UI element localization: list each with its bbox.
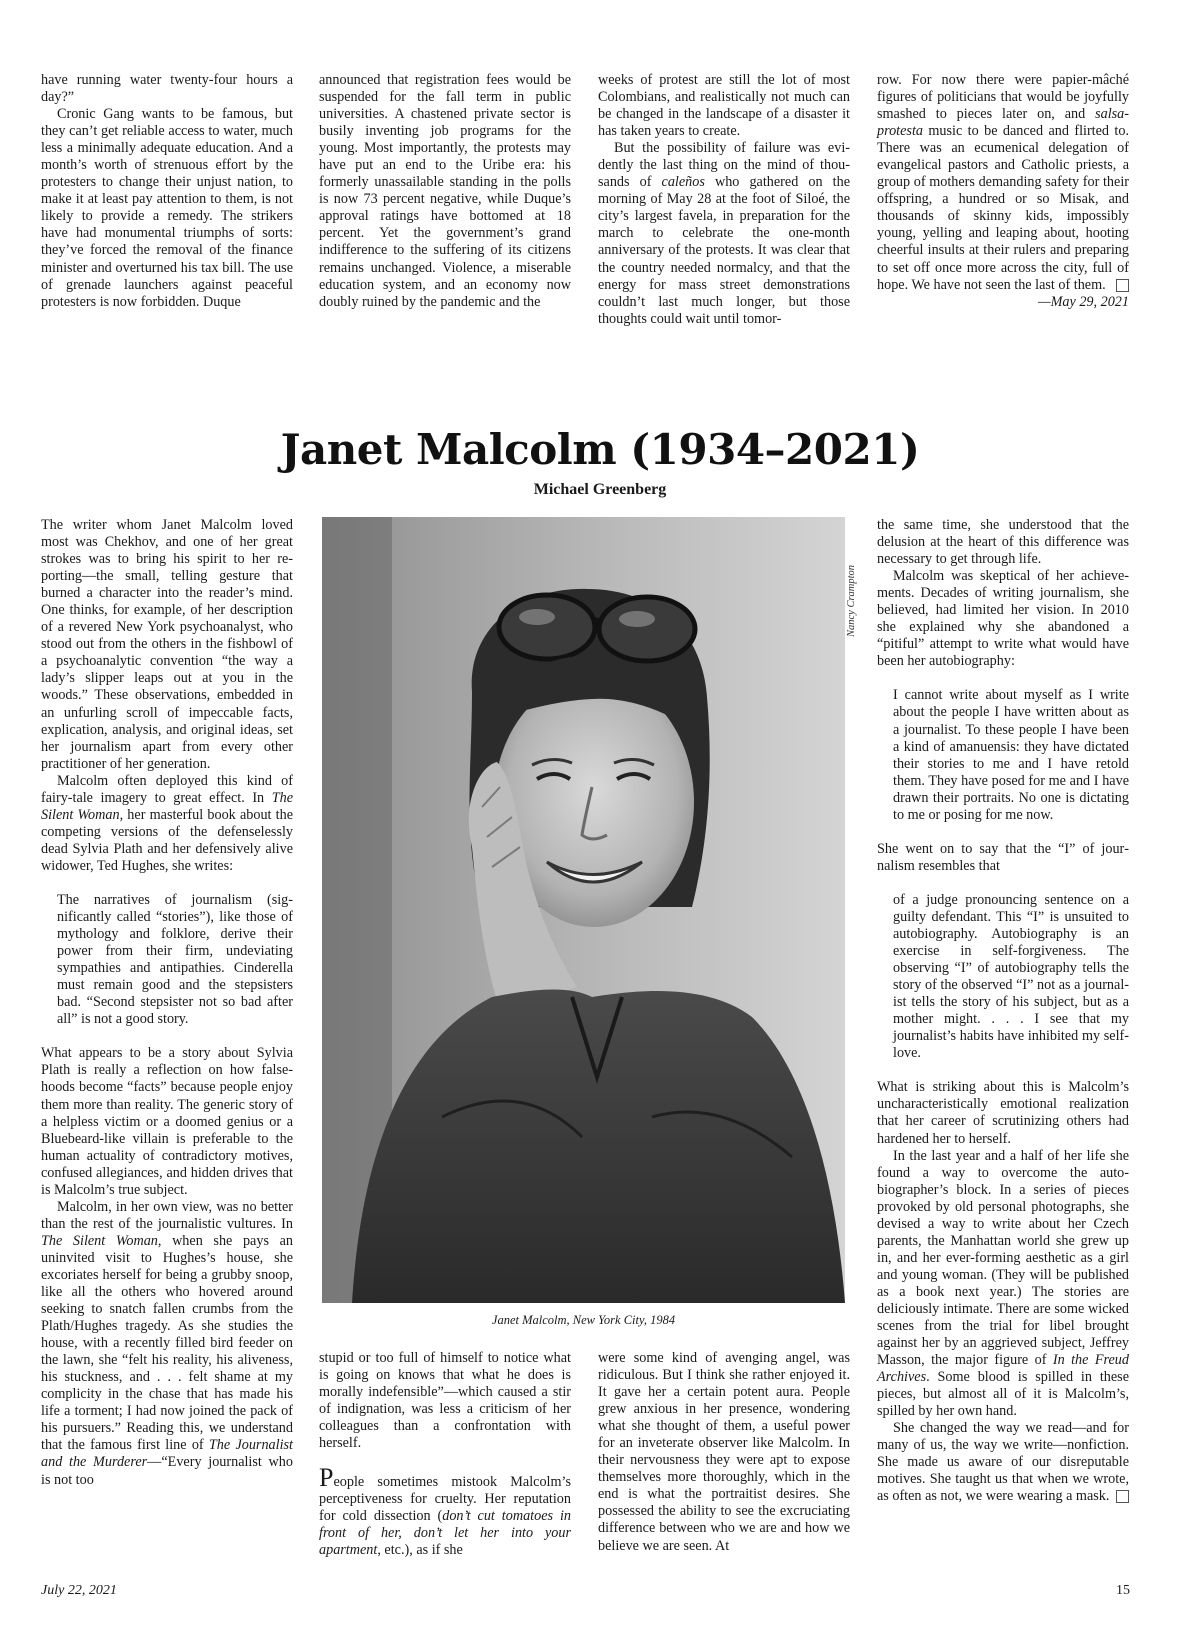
page-number: 15 [1116,1583,1130,1598]
footer-date: July 22, 2021 [41,1583,117,1598]
photo-caption: Janet Malcolm, New York City, 1984 [491,1313,676,1327]
paragraph: In the last year and a half of her life she found a way to overcome the autobiographer’s block. In a series of pieces provoked by old personal photographs, she devised a way to write about her Czech parents, the Manhattan world she grew up in, and her ever-forming aesthetic as a girl and young woman. (They will be published as a book next year.) The stories are deliciously intimate. There are some wicked scenes from the trial for libel brought against her by an aggrieved subject, Jeffrey Masson, the major figure of In the Freud Archives. Some blood is spilled in these pieces, but almost all of it is Malcolm’s, spilled by her own hand. [877,1147,1129,1420]
top-article-column-2 [319,72,571,311]
paragraph: Cronic Gang wants to be famous, but they can’t get reliable access to water, much less a minimally adequate education. And a month’s worth of strenuous effort by the protesters to change their unjust nation, to make it at least pay attention to them, is not likely to provide a remedy. The strikers have had monumental triumphs of sorts: they’ve forced the removal of the finance minister and overturned his tax bill. The use of grenade launchers against peaceful protesters is now forbidden. Duque [41,106,293,310]
photo-credit: Nancy Crampton [846,564,857,637]
paragraph: stupid or too full of himself to notice what is going on knows that what he does is morally indefensible”—which caused a stir of indignation, was less a criticism of her colleagues than a confrontation with herself. [319,1350,571,1452]
block-quote: The narratives of journalism (significantly called “stories”), like those of mythology and folklore, derive their power from their firm, undeviating sympathies and antipathies. Cinderella must remain good and the stepsisters bad. “Second stepsister not so bad after all” is not a good story. [57,891,293,1028]
paragraph: weeks of protest are still the lot of most Colombians, and realistically not much can be changed in the landscape of a disaster it has taken years to create. [598,72,850,140]
dateline: —May 29, 2021 [1037,293,1129,310]
article-column-left [41,517,293,1489]
paragraph: Malcolm was skeptical of her achievements. Decades of writing journalism, she believed, had limited her vision. In 2010 she explained why she abandoned a “pitiful” attempt to write what would have been her autobiography: [877,568,1129,670]
paragraph: People sometimes mistook Malcolm’s perceptiveness for cruelty. Her reputation for cold dissection (don’t cut tomatoes in front of her, don’t let her into your apartment, etc.), as if she [319,1463,571,1559]
paragraph: have running water twenty-four hours a day?” [41,72,293,106]
paragraph: But the possibility of failure was evidently the last thing on the mind of thousands of caleños who gathered on the morning of May 28 at the foot of Siloé, the city’s largest favela, in preparation for the march to celebrate the one-month anniversary of the protests. It was clear that the country needed normalcy, and that the energy for mass street demonstrations couldn’t last much longer, but those thoughts could wait until tomor- [598,140,850,327]
end-mark-icon [1116,1490,1129,1503]
article-column-middle-1 [319,1350,571,1560]
paragraph: She changed the way we read—and for many of us, the way we write—nonfiction. She made us aware of our disreputable motives. She taught us that when we wrote, as often as not, we were wearing a mask. [877,1420,1129,1505]
paragraph: row. For now there were papier-mâché figures of politicians that would be joyfully smashed to pieces later on, and salsa-protesta music to be danced and flirted to. There was an ecumenical delegation of evangelical pastors and Catholic priests, a group of mothers demanding safety for their offspring, a hundred or so Misak, and thousands of skinny kids, impossibly young, yelling and leaping about, hooting cheerful insults at their rulers and preparing to set off once more across the city, full of hope. We have not seen the last of them. [877,72,1129,293]
paragraph: were some kind of avenging angel, was ridiculous. But I think she rather enjoyed it. It gave her a certain potent aura. People grew anxious in her presence, wondering what she thought of them, a useful power for an inveterate observer like Malcolm. In their nervousness they were apt to expose themselves more thoroughly, which in the end is what the portraitist desires. She possessed the ability to see the excruciating difference between who we are and how we believe we are seen. At [598,1350,850,1554]
top-article-column-1 [41,72,293,311]
top-article-column-4 [877,72,1129,311]
paragraph: The writer whom Janet Malcolm loved most was Chekhov, and one of her great strokes was to bring his spirit to her reporting—the small, telling gesture that burned a character into the reader’s mind. One thinks, for example, of her description of a revered New York psychoanalyst, who stood out from the others in the fishbowl of a psychoanalytic convention “the way a lady’s slipper leaps out at you in the woods.” These observations, embedded in an unfurling scroll of impeccable facts, explication, analysis, and original ideas, set her journalism apart from every other practitioner of her generation. [41,517,293,772]
section-break [319,1452,571,1469]
paragraph: Malcolm, in her own view, was no better than the rest of the journalistic vultures. In The Silent Woman, when she pays an uninvited visit to Hughes’s house, she excoriates herself for being a grubby snoop, like all the others who hovered around seeking to snatch fallen crumbs from the Plath/Hughes tragedy. As she studies the house, with a recently filled bird feeder on the lawn, she “felt his reality, his aliveness, his stuckness, and . . . felt shame at my complicity in the chase that has made his life a torment; I had now joined the pack of his pursuers.” Reading this, we understand that the famous first line of The Journalist and the Murderer—“Every journalist who is not too [41,1198,293,1488]
byline: Michael Greenberg [533,481,667,498]
portrait-photo [322,517,845,1303]
paragraph: the same time, she understood that the delusion at the heart of this difference was necessary to get through life. [877,517,1129,568]
article-column-middle-2 [598,1350,850,1555]
end-mark-icon [1116,279,1129,292]
paragraph: Malcolm often deployed this kind of fairy-tale imagery to great effect. In The Silent Woman, her masterful book about the competing versions of the defenselessly dead Sylvia Plath and her defensively alive widower, Ted Hughes, she writes: [41,772,294,874]
paragraph: What is striking about this is Malcolm’s uncharacteristically emotional realization that her career of scrutinizing others had hardened her to herself. [877,1079,1129,1147]
paragraph: announced that registration fees would be suspended for the fall term in public universities. A chastened private sector is busily inventing job programs for the young. Most importantly, the protests may have put an end to the Uribe era: his formerly unassailable standing in the polls is now 73 percent negative, while Duque’s approval ratings have bottomed at 18 percent. Yet the government’s grand indifference to the suffering of its citizens remains unchanged. Violence, a miserable education system, and an economy now doubly ruined by the pandemic and the [319,72,571,310]
top-article-column-3 [598,72,850,328]
block-quote: I cannot write about myself as I write about the people I have written about as a journalist. To these people I have been a kind of amanuensis: they have dictated their stories to me and I have retold them. They have posed for me and I have drawn their portraits. No one is dictating to me or posing for me now. [893,687,1129,823]
block-quote: of a judge pronouncing sentence on a guilty defendant. This “I” is unsuited to autobiography. Autobiography is an exercise in self-forgiveness. The observing “I” of autobiography tells the story of the observed “I” not as a journalist tells the story of his subject, but as a mother might. . . . I see that my journalist’s habits have inhibited my self-love. [893,891,1129,1062]
article-column-right [877,517,1129,1506]
paragraph: She went on to say that the “I” of journalism resembles that [877,840,1129,874]
article-title: Janet Malcolm (1934–2021) [280,425,920,474]
paragraph: What appears to be a story about Sylvia Plath is really a reflection on how falsehoods become “facts” because people enjoy them more than reality. The generic story of a helpless victim or a doomed genius or a Bluebeard-like villain is preferable to the human actuality of contradictory motives, confused allegiances, and hidden drives that is Malcolm’s true subject. [41,1045,293,1198]
